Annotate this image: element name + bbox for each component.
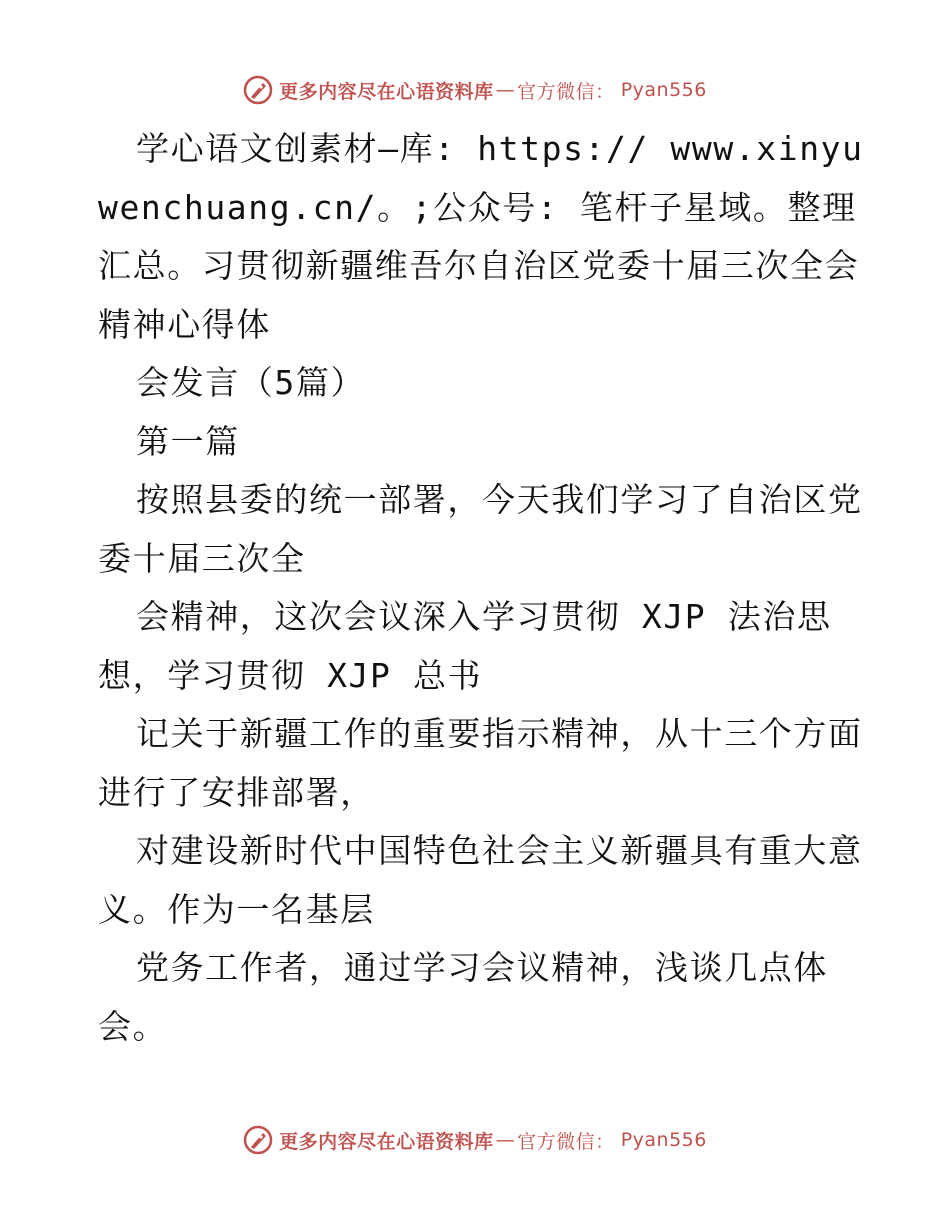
banner-wechat-id: Pyan556: [620, 79, 707, 101]
footer-banner: [0, 1120, 950, 1160]
banner-dash: —: [495, 79, 516, 101]
paragraph: 记关于新疆工作的重要指示精神，从十三个方面进行了安排部署，: [98, 714, 863, 812]
header-banner: [0, 70, 950, 110]
pen-nib-logo-icon: [243, 75, 273, 105]
banner-wechat-label: 官方微信：: [517, 1130, 615, 1153]
paragraph: 按照县委的统一部署，今天我们学习了自治区党委十届三次全: [98, 480, 863, 578]
banner-site-text: 更多内容尽在心语资料库: [279, 1130, 494, 1153]
paragraph-section-heading: 第一篇: [136, 421, 240, 461]
banner-site-text: 更多内容尽在心语资料库: [279, 80, 494, 103]
pen-nib-logo-icon: [243, 1125, 273, 1155]
paragraph-title: 学心语文创素材—库: https:// www.xinyuwenchuang.cn/。;公众号: 笔杆子星域。整理汇总。习贯彻新疆维吾尔自治区党委十届三次全会精神心得体: [98, 129, 864, 344]
banner-wechat-label: 官方微信：: [517, 80, 615, 103]
paragraph: 对建设新时代中国特色社会主义新疆具有重大意义。作为一名基层: [98, 831, 863, 929]
banner-dash: —: [495, 1129, 516, 1151]
document-body: [98, 120, 868, 1056]
banner-wechat-id: Pyan556: [620, 1129, 707, 1151]
paragraph-title-cont: 会发言（5篇）: [136, 363, 366, 402]
paragraph: 会精神，这次会议深入学习贯彻 XJP 法治思想，学习贯彻 XJP 总书: [98, 597, 832, 695]
paragraph: 党务工作者，通过学习会议精神，浅谈几点体会。: [98, 948, 828, 1046]
